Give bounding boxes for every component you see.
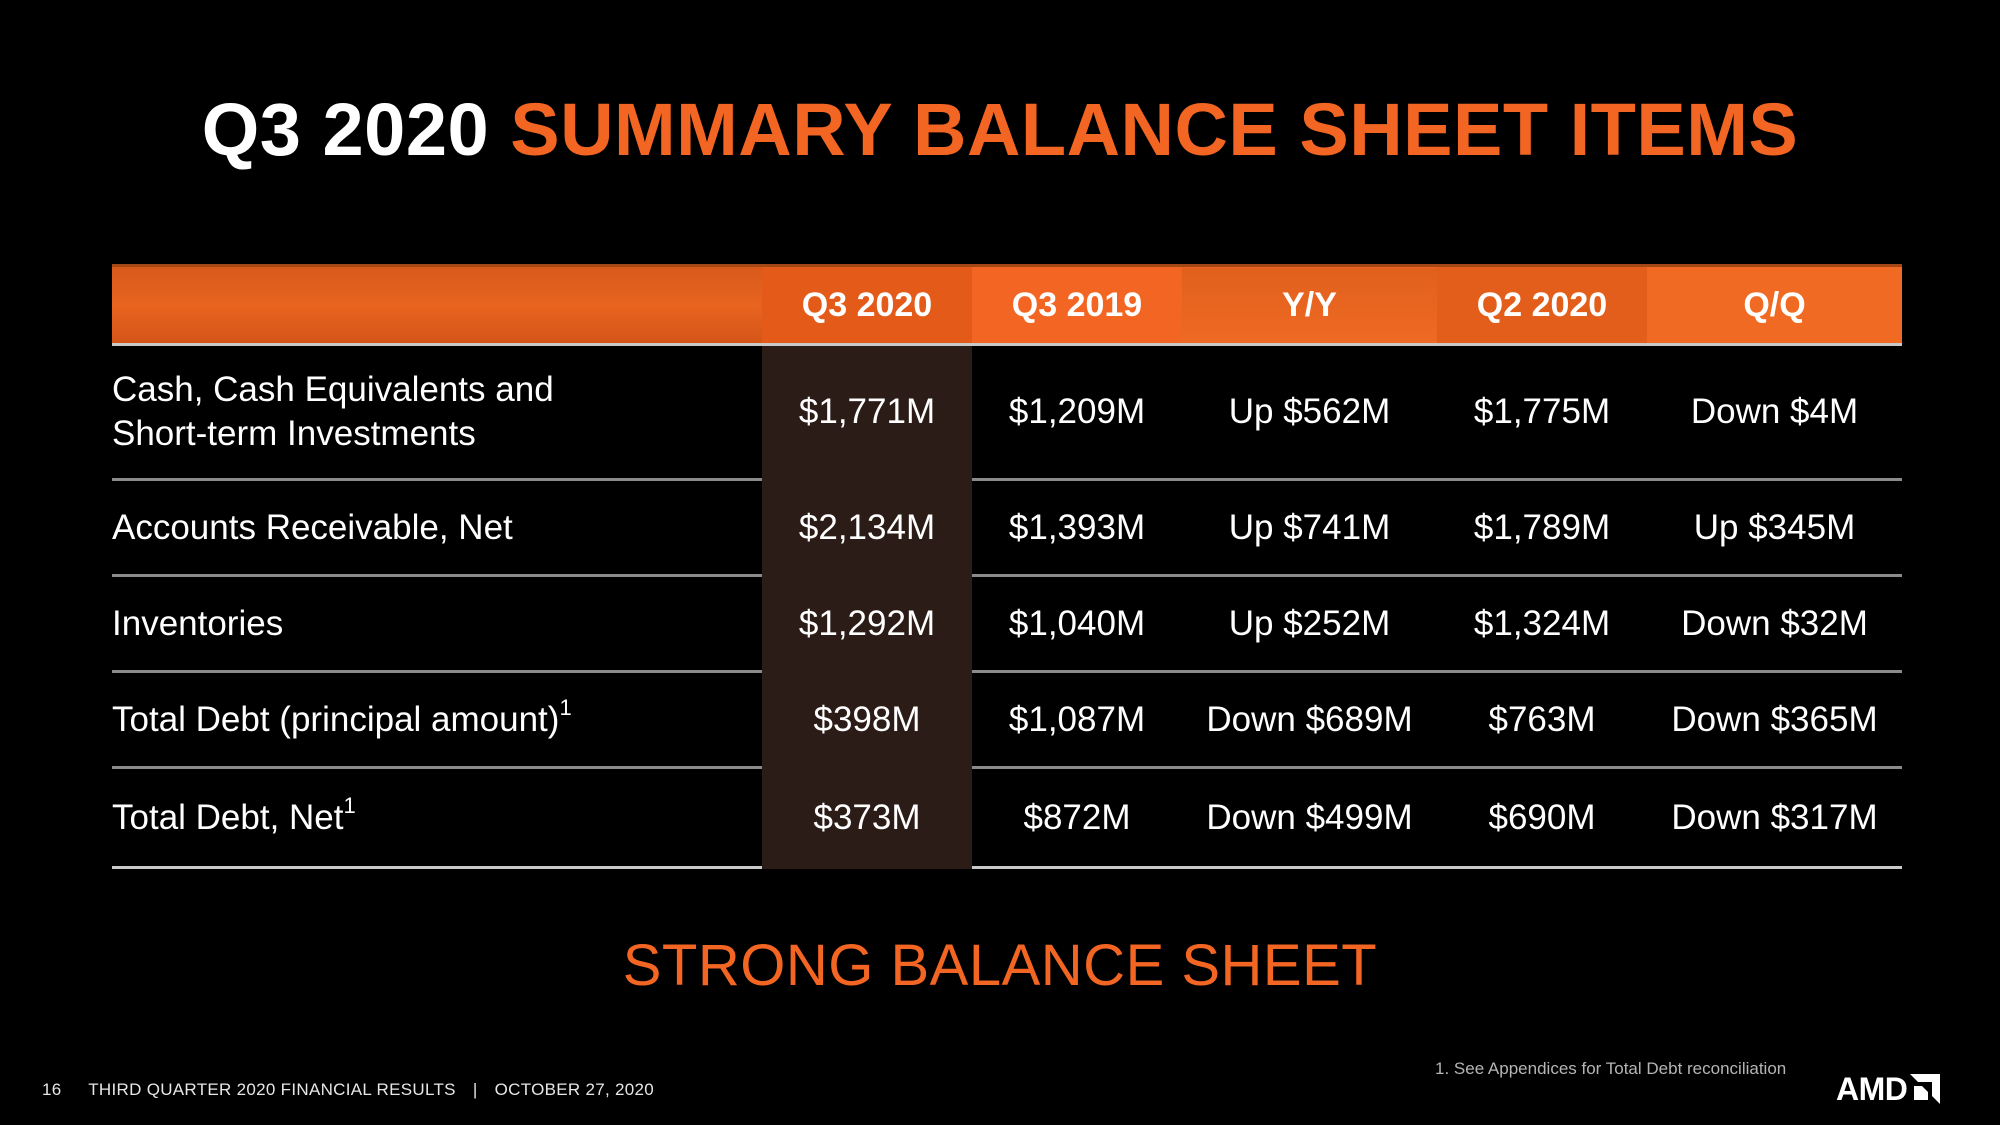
- report-date: OCTOBER 27, 2020: [494, 1080, 655, 1099]
- row-label: [112, 768, 762, 868]
- cell-q3-2019: $1,040M: [972, 576, 1182, 672]
- cell-yy: Up $741M: [1182, 480, 1437, 576]
- cell-q2-2020: $1,775M: [1437, 345, 1647, 480]
- cell-q3-2019: $1,209M: [972, 345, 1182, 480]
- header-label-cell: [112, 266, 762, 345]
- cell-qq: Up $345M: [1647, 480, 1902, 576]
- row-label-line1: Cash, Cash Equivalents and: [112, 370, 554, 409]
- table-row: [112, 480, 1902, 576]
- cell-q3-2020: $1,771M: [762, 345, 972, 480]
- cell-q3-2020: $398M: [762, 672, 972, 768]
- cell-yy: Up $252M: [1182, 576, 1437, 672]
- amd-logo: [1836, 1073, 1940, 1105]
- header-qq: Q/Q: [1647, 266, 1902, 345]
- cell-yy: Up $562M: [1182, 345, 1437, 480]
- table-row: [112, 672, 1902, 768]
- cell-q3-2020: $373M: [762, 768, 972, 868]
- cell-q2-2020: $763M: [1437, 672, 1647, 768]
- page-number: 16: [42, 1080, 62, 1099]
- footnote-ref: 1: [343, 792, 356, 818]
- header-q3-2019: Q3 2019: [972, 266, 1182, 345]
- cell-q2-2020: $690M: [1437, 768, 1647, 868]
- row-label: Inventories: [112, 576, 762, 672]
- footer: [42, 1080, 654, 1100]
- row-label: [112, 345, 762, 480]
- row-label: [112, 672, 762, 768]
- footnote: 1. See Appendices for Total Debt reconciliation: [1435, 1059, 1787, 1078]
- cell-q3-2019: $872M: [972, 768, 1182, 868]
- balance-sheet-table: [112, 264, 1902, 869]
- cell-q2-2020: $1,789M: [1437, 480, 1647, 576]
- row-label-text: Total Debt (principal amount): [112, 699, 560, 739]
- footnote-ref: 1: [559, 694, 572, 720]
- header-yy: Y/Y: [1182, 266, 1437, 345]
- cell-yy: Down $689M: [1182, 672, 1437, 768]
- table-row: [112, 345, 1902, 480]
- amd-arrow-icon: [1910, 1074, 1940, 1104]
- table-header-row: [112, 266, 1902, 345]
- row-label: Accounts Receivable, Net: [112, 480, 762, 576]
- title-main: SUMMARY BALANCE SHEET ITEMS: [510, 88, 1799, 171]
- cell-qq: Down $32M: [1647, 576, 1902, 672]
- report-name: THIRD QUARTER 2020 FINANCIAL RESULTS: [88, 1080, 456, 1099]
- cell-qq: Down $365M: [1647, 672, 1902, 768]
- cell-q3-2019: $1,393M: [972, 480, 1182, 576]
- header-q3-2020: Q3 2020: [762, 266, 972, 345]
- table-row: [112, 576, 1902, 672]
- header-q2-2020: Q2 2020: [1437, 266, 1647, 345]
- cell-q3-2020: $1,292M: [762, 576, 972, 672]
- tagline: STRONG BALANCE SHEET: [622, 933, 1378, 998]
- footer-separator: |: [472, 1080, 478, 1099]
- slide-title: [0, 88, 2000, 172]
- cell-q3-2020: $2,134M: [762, 480, 972, 576]
- cell-q2-2020: $1,324M: [1437, 576, 1647, 672]
- logo-text: AMD: [1836, 1071, 1908, 1107]
- cell-qq: Down $4M: [1647, 345, 1902, 480]
- title-period: Q3 2020: [201, 88, 490, 171]
- cell-qq: Down $317M: [1647, 768, 1902, 868]
- table-row: [112, 768, 1902, 868]
- row-label-line2: Short-term Investments: [112, 414, 476, 453]
- cell-q3-2019: $1,087M: [972, 672, 1182, 768]
- cell-yy: Down $499M: [1182, 768, 1437, 868]
- row-label-text: Total Debt, Net: [112, 797, 344, 837]
